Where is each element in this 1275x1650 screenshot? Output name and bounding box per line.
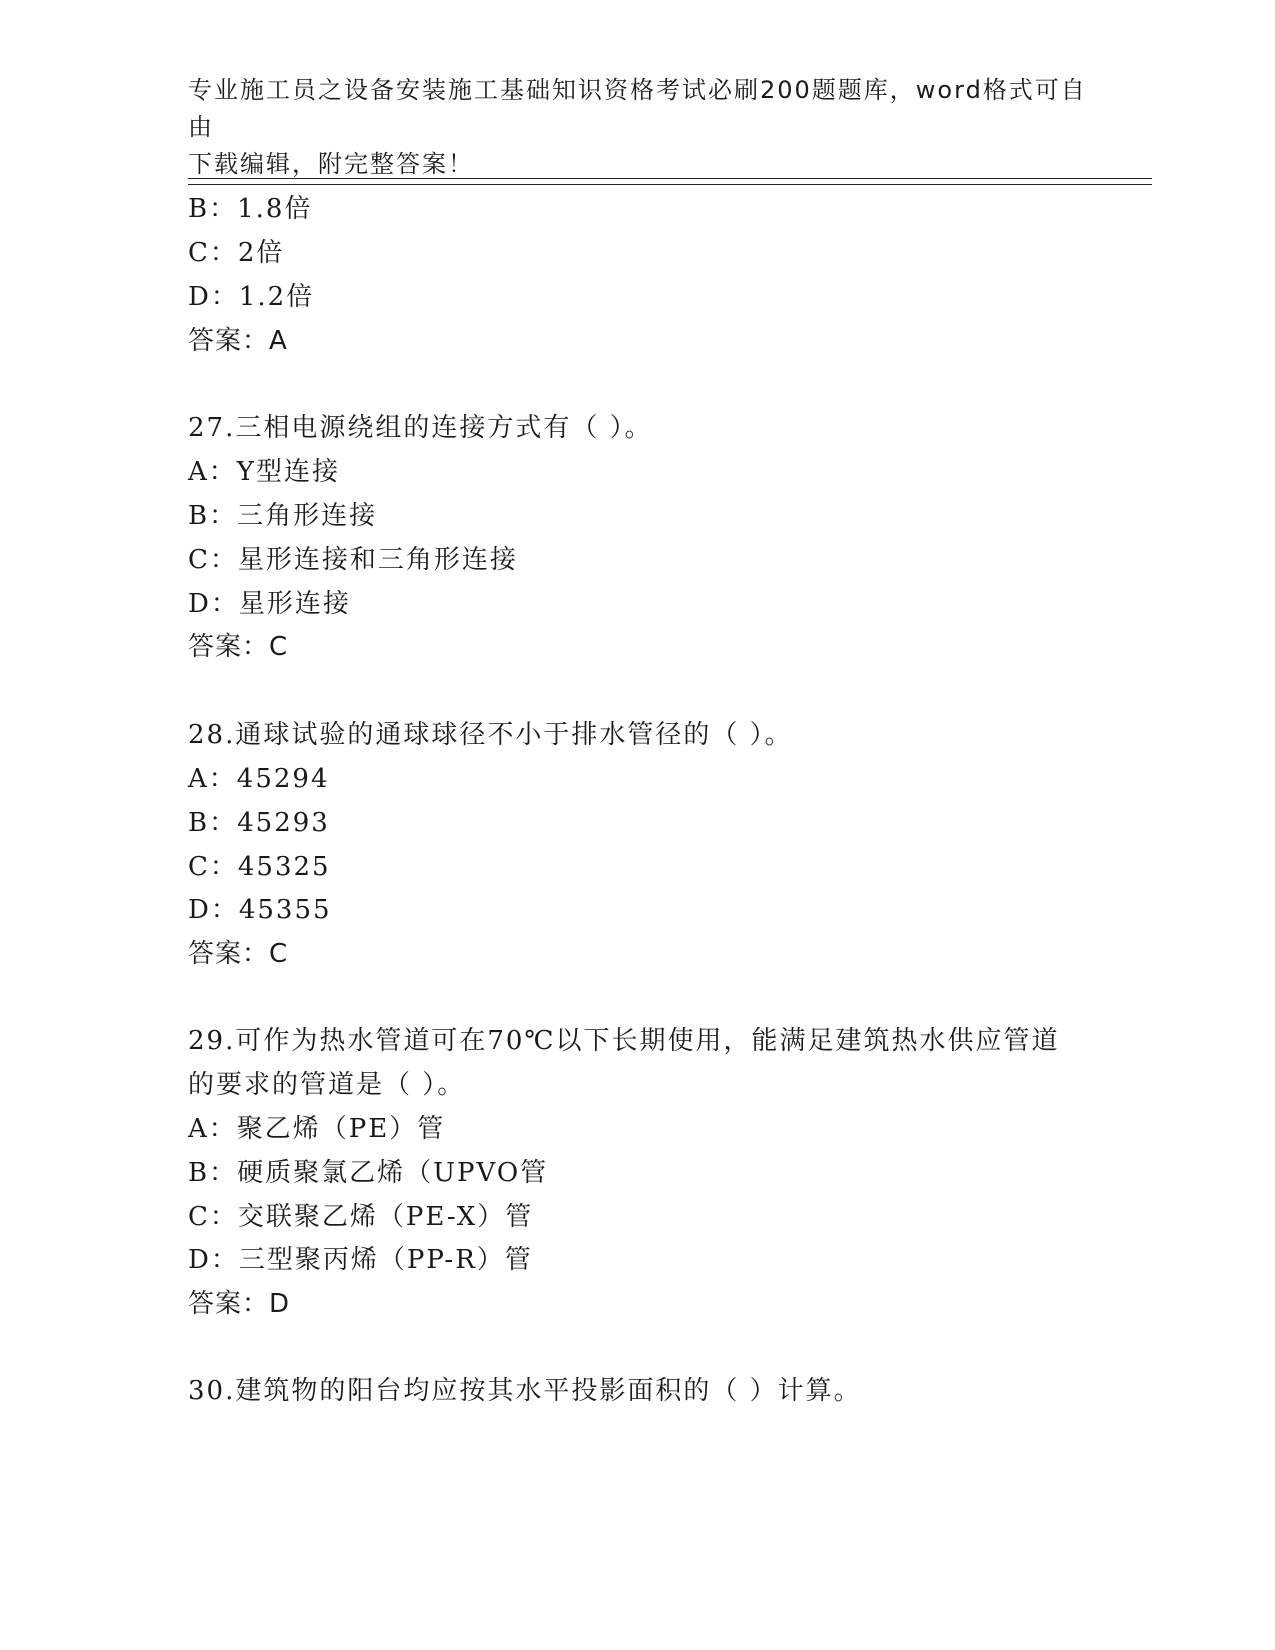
q29-option-c: C：交联聚乙烯（PE-X）管 xyxy=(188,1202,534,1232)
header-divider-top xyxy=(188,178,1152,179)
q26-option-b: B：1.8倍 xyxy=(188,194,313,224)
q28-option-a: A：45294 xyxy=(188,764,330,794)
q28-answer: 答案：C xyxy=(188,939,289,969)
q27-question: 27.三相电源绕组的连接方式有（ ）。 xyxy=(188,413,653,443)
q29-answer: 答案：D xyxy=(188,1289,291,1319)
q29-question-line-2: 的要求的管道是（ ）。 xyxy=(188,1070,466,1100)
q27-option-b: B：三角形连接 xyxy=(188,501,378,531)
q27-answer: 答案：C xyxy=(188,632,289,662)
q29-option-d: D：三型聚丙烯（PP-R）管 xyxy=(188,1245,533,1275)
q26-option-d: D：1.2倍 xyxy=(188,282,315,312)
q29-option-a: A：聚乙烯（PE）管 xyxy=(188,1114,446,1144)
header-divider-bottom xyxy=(188,184,1152,185)
q30-question: 30.建筑物的阳台均应按其水平投影面积的（ ）计算。 xyxy=(188,1376,862,1406)
q29-option-b: B：硬质聚氯乙烯（UPVO管 xyxy=(188,1158,549,1188)
q28-option-c: C：45325 xyxy=(188,852,331,882)
q27-option-d: D：星形连接 xyxy=(188,589,351,619)
document-header xyxy=(188,72,1088,183)
q28-question: 28.通球试验的通球球径不小于排水管径的（ ）。 xyxy=(188,720,793,750)
header-line-2: 下载编辑，附完整答案！ xyxy=(188,150,474,178)
q28-option-d: D：45355 xyxy=(188,895,332,925)
q29-question-line-1: 29.可作为热水管道可在70℃以下长期使用，能满足建筑热水供应管道 xyxy=(188,1026,1060,1056)
q26-answer: 答案：A xyxy=(188,326,288,356)
q28-option-b: B：45293 xyxy=(188,808,330,838)
q27-option-a: A：Y型连接 xyxy=(188,457,340,487)
q27-option-c: C：星形连接和三角形连接 xyxy=(188,545,518,575)
q26-option-c: C：2倍 xyxy=(188,238,285,268)
header-line-1: 专业施工员之设备安装施工基础知识资格考试必刷200题题库，word格式可自由 xyxy=(188,76,1087,141)
